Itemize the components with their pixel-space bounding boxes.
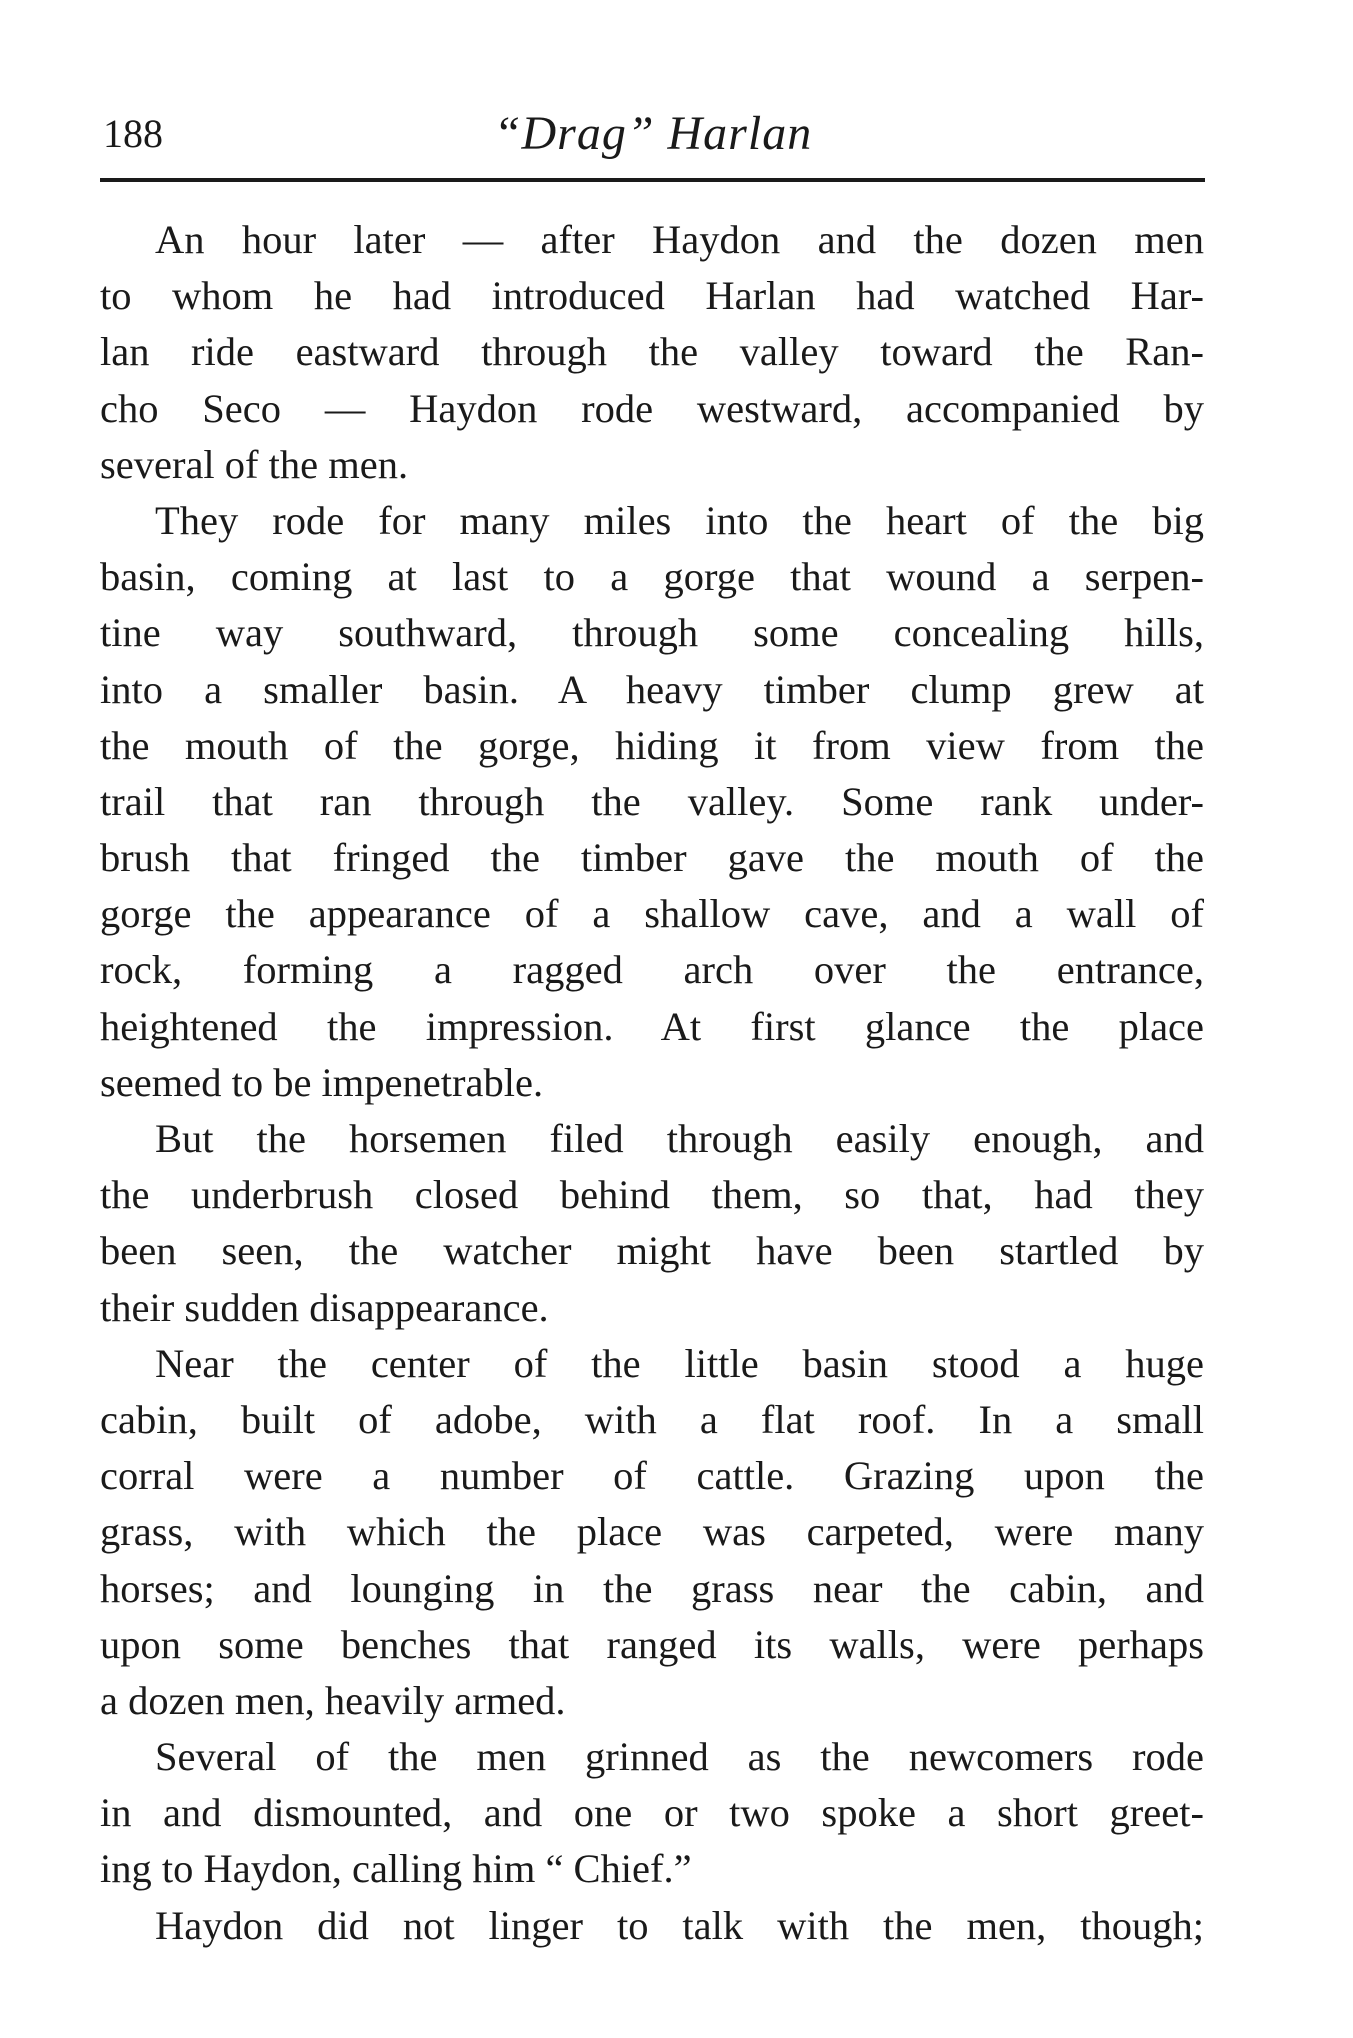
text-line: An hour later — after Haydon and the dozen men xyxy=(155,217,1204,262)
text-line: upon some benches that ranged its walls, were perhaps xyxy=(100,1621,1204,1667)
text-line: tine way southward, through some concealing hills, xyxy=(100,610,1204,656)
page-number: 188 xyxy=(103,111,163,156)
text-line: several of the men. xyxy=(100,441,409,487)
text-line: seemed to be impenetrable. xyxy=(100,1059,544,1105)
text-line: a dozen men, heavily armed. xyxy=(100,1677,566,1723)
text-line: brush that fringed the timber gave the mouth of the xyxy=(100,835,1204,881)
text-line: They rode for many miles into the heart of the big xyxy=(155,497,1204,543)
text-line: in and dismounted, and one or two spoke a short greet- xyxy=(100,1790,1204,1836)
text-line: cho Seco — Haydon rode westward, accompanied by xyxy=(100,385,1204,431)
text-line: heightened the impression. At first glance the place xyxy=(100,1003,1204,1049)
text-line: the mouth of the gorge, hiding it from view from the xyxy=(100,722,1204,768)
text-line: grass, with which the place was carpeted, were many xyxy=(100,1509,1204,1555)
text-line: horses; and lounging in the grass near the cabin, and xyxy=(100,1565,1204,1611)
text-line: basin, coming at last to a gorge that wound a serpen- xyxy=(100,554,1204,600)
text-line: been seen, the watcher might have been startled by xyxy=(100,1228,1204,1274)
text-line: into a smaller basin. A heavy timber clump grew at xyxy=(100,666,1204,712)
text-line: trail that ran through the valley. Some rank under- xyxy=(100,778,1204,824)
text-line: to whom he had introduced Harlan had watched Har- xyxy=(100,273,1204,319)
text-line: lan ride eastward through the valley toward the Ran- xyxy=(100,329,1204,375)
text-line: Near the center of the little basin stood a huge xyxy=(155,1340,1204,1386)
text-line: their sudden disappearance. xyxy=(100,1284,549,1330)
text-line: rock, forming a ragged arch over the entrance, xyxy=(100,947,1204,993)
text-line: But the horsemen filed through easily enough, and xyxy=(155,1116,1204,1161)
text-line: ing to Haydon, calling him “ Chief.” xyxy=(100,1846,692,1892)
text-line: Several of the men grinned as the newcomers rode xyxy=(155,1734,1204,1780)
body-text xyxy=(100,212,1204,1954)
text-line: gorge the appearance of a shallow cave, and a wall of xyxy=(100,891,1204,937)
page-header xyxy=(103,108,1203,164)
header-rule xyxy=(100,178,1205,182)
running-title: “Drag” Harlan xyxy=(493,107,813,160)
text-line: Haydon did not linger to talk with the men, though; xyxy=(155,1902,1204,1948)
text-line: corral were a number of cattle. Grazing upon the xyxy=(100,1453,1204,1499)
text-line: the underbrush closed behind them, so that, had they xyxy=(100,1172,1204,1218)
text-line: cabin, built of adobe, with a flat roof. In a small xyxy=(100,1396,1204,1442)
